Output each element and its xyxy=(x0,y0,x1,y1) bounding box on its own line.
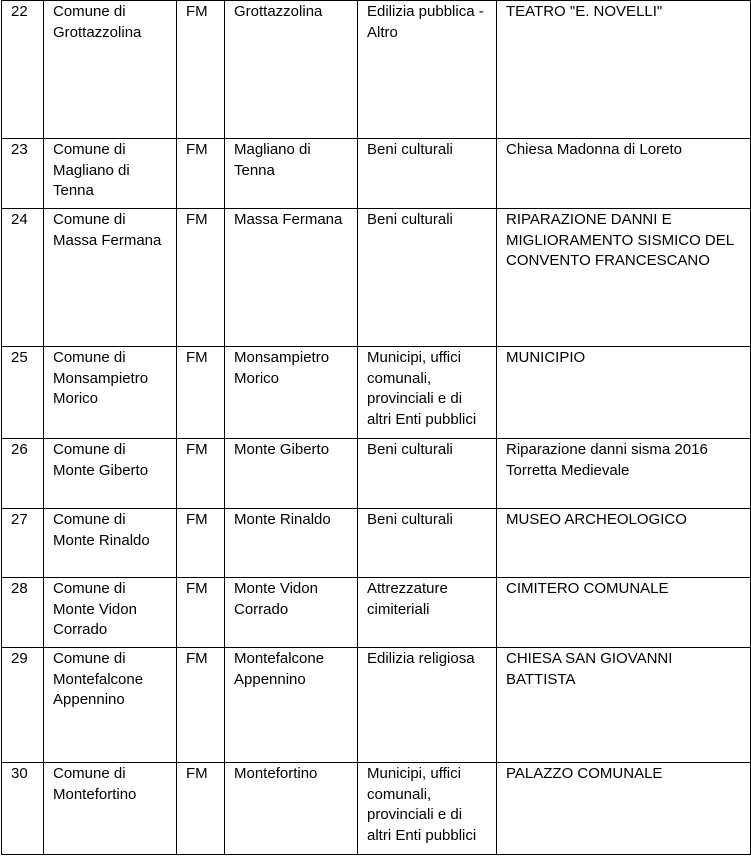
ente-cell xyxy=(44,509,177,578)
comune-name: Monte Rinaldo xyxy=(234,511,331,528)
ente-name: Comune di Monte Vidon Corrado xyxy=(53,580,137,638)
ente-name: Comune di Monsampietro Morico xyxy=(53,349,149,407)
intervento-text: MUSEO ARCHEOLOGICO xyxy=(506,511,687,528)
row-number-cell xyxy=(2,763,44,855)
tipologia-cell xyxy=(358,763,497,855)
intervento-text: CIMITERO COMUNALE xyxy=(506,580,669,597)
intervento-text: Chiesa Madonna di Loreto xyxy=(506,141,682,158)
province-cell xyxy=(177,1,225,139)
table-row xyxy=(2,139,751,209)
row-number: 27 xyxy=(11,511,28,528)
ente-name: Comune di Massa Fermana xyxy=(53,211,162,249)
comune-name: Massa Fermana xyxy=(234,211,343,228)
province-cell xyxy=(177,439,225,509)
comune-name: Grottazzolina xyxy=(234,3,323,20)
province-code: FM xyxy=(186,580,208,597)
comune-cell xyxy=(225,509,358,578)
comune-cell xyxy=(225,1,358,139)
comune-cell xyxy=(225,139,358,209)
comune-name: Montefalcone Appennino xyxy=(234,650,325,688)
tipologia-cell xyxy=(358,139,497,209)
intervento-cell xyxy=(497,347,751,439)
tipologia-cell xyxy=(358,509,497,578)
tipologia-text: Edilizia pubblica - Altro xyxy=(367,3,484,41)
ente-name: Comune di Monte Giberto xyxy=(53,441,149,479)
province-cell xyxy=(177,139,225,209)
ente-name: Comune di Montefortino xyxy=(53,765,137,803)
table-row xyxy=(2,1,751,139)
tipologia-text: Attrezzature cimiteriali xyxy=(367,580,448,618)
intervento-text: TEATRO "E. NOVELLI" xyxy=(506,3,663,20)
intervento-cell xyxy=(497,139,751,209)
intervento-cell xyxy=(497,763,751,855)
ente-name: Comune di Grottazzolina xyxy=(53,3,142,41)
intervento-text: CHIESA SAN GIOVANNI BATTISTA xyxy=(506,650,673,688)
province-code: FM xyxy=(186,765,208,782)
province-cell xyxy=(177,763,225,855)
ente-cell xyxy=(44,439,177,509)
ente-cell xyxy=(44,763,177,855)
province-cell xyxy=(177,648,225,763)
row-number: 24 xyxy=(11,211,28,228)
table-row xyxy=(2,439,751,509)
comune-cell xyxy=(225,763,358,855)
table-row xyxy=(2,509,751,578)
row-number-cell xyxy=(2,578,44,648)
ente-name: Comune di Monte Rinaldo xyxy=(53,511,150,549)
tipologia-cell xyxy=(358,439,497,509)
table-row xyxy=(2,578,751,648)
province-code: FM xyxy=(186,349,208,366)
ente-cell xyxy=(44,209,177,347)
row-number-cell xyxy=(2,648,44,763)
row-number: 23 xyxy=(11,141,28,158)
row-number-cell xyxy=(2,1,44,139)
comune-name: Monsampietro Morico xyxy=(234,349,330,387)
comune-name: Montefortino xyxy=(234,765,318,782)
intervento-cell xyxy=(497,648,751,763)
comune-cell xyxy=(225,209,358,347)
comune-cell xyxy=(225,347,358,439)
intervento-text: PALAZZO COMUNALE xyxy=(506,765,663,782)
ente-cell xyxy=(44,648,177,763)
table-row xyxy=(2,763,751,855)
ente-name: Comune di Montefalcone Appennino xyxy=(53,650,144,708)
row-number-cell xyxy=(2,139,44,209)
row-number-cell xyxy=(2,347,44,439)
province-code: FM xyxy=(186,3,208,20)
tipologia-text: Beni culturali xyxy=(367,511,453,528)
row-number: 25 xyxy=(11,349,28,366)
province-cell xyxy=(177,509,225,578)
province-code: FM xyxy=(186,441,208,458)
row-number-cell xyxy=(2,439,44,509)
tipologia-text: Beni culturali xyxy=(367,211,453,228)
table-row xyxy=(2,347,751,439)
comune-cell xyxy=(225,439,358,509)
tipologia-text: Beni culturali xyxy=(367,141,453,158)
ente-name: Comune di Magliano di Tenna xyxy=(53,141,130,199)
tipologia-text: Municipi, uffici comunali, provinciali e di altri Enti pubblici xyxy=(367,765,477,844)
tipologia-cell xyxy=(358,1,497,139)
province-code: FM xyxy=(186,650,208,667)
province-code: FM xyxy=(186,211,208,228)
ente-cell xyxy=(44,347,177,439)
comune-name: Magliano di Tenna xyxy=(234,141,311,179)
province-cell xyxy=(177,578,225,648)
table-row xyxy=(2,648,751,763)
tipologia-text: Beni culturali xyxy=(367,441,453,458)
province-cell xyxy=(177,347,225,439)
tipologia-cell xyxy=(358,347,497,439)
tipologia-cell xyxy=(358,209,497,347)
comune-cell xyxy=(225,648,358,763)
interventions-table xyxy=(1,0,751,855)
intervento-text: Riparazione danni sisma 2016 Torretta Medievale xyxy=(506,441,708,479)
tipologia-text: Edilizia religiosa xyxy=(367,650,475,667)
row-number-cell xyxy=(2,509,44,578)
comune-cell xyxy=(225,578,358,648)
row-number: 28 xyxy=(11,580,28,597)
row-number: 30 xyxy=(11,765,28,782)
tipologia-cell xyxy=(358,648,497,763)
tipologia-text: Municipi, uffici comunali, provinciali e di altri Enti pubblici xyxy=(367,349,477,428)
ente-cell xyxy=(44,578,177,648)
comune-name: Monte Giberto xyxy=(234,441,330,458)
intervento-cell xyxy=(497,509,751,578)
intervento-cell xyxy=(497,1,751,139)
row-number-cell xyxy=(2,209,44,347)
ente-cell xyxy=(44,1,177,139)
intervento-cell xyxy=(497,578,751,648)
row-number: 26 xyxy=(11,441,28,458)
intervento-cell xyxy=(497,439,751,509)
table-row xyxy=(2,209,751,347)
row-number: 29 xyxy=(11,650,28,667)
intervento-text: MUNICIPIO xyxy=(506,349,586,366)
row-number: 22 xyxy=(11,3,28,20)
tipologia-cell xyxy=(358,578,497,648)
intervento-cell xyxy=(497,209,751,347)
province-code: FM xyxy=(186,511,208,528)
province-cell xyxy=(177,209,225,347)
ente-cell xyxy=(44,139,177,209)
intervento-text: RIPARAZIONE DANNI E MIGLIORAMENTO SISMICO DEL CONVENTO FRANCESCANO xyxy=(506,211,734,269)
comune-name: Monte Vidon Corrado xyxy=(234,580,318,618)
province-code: FM xyxy=(186,141,208,158)
